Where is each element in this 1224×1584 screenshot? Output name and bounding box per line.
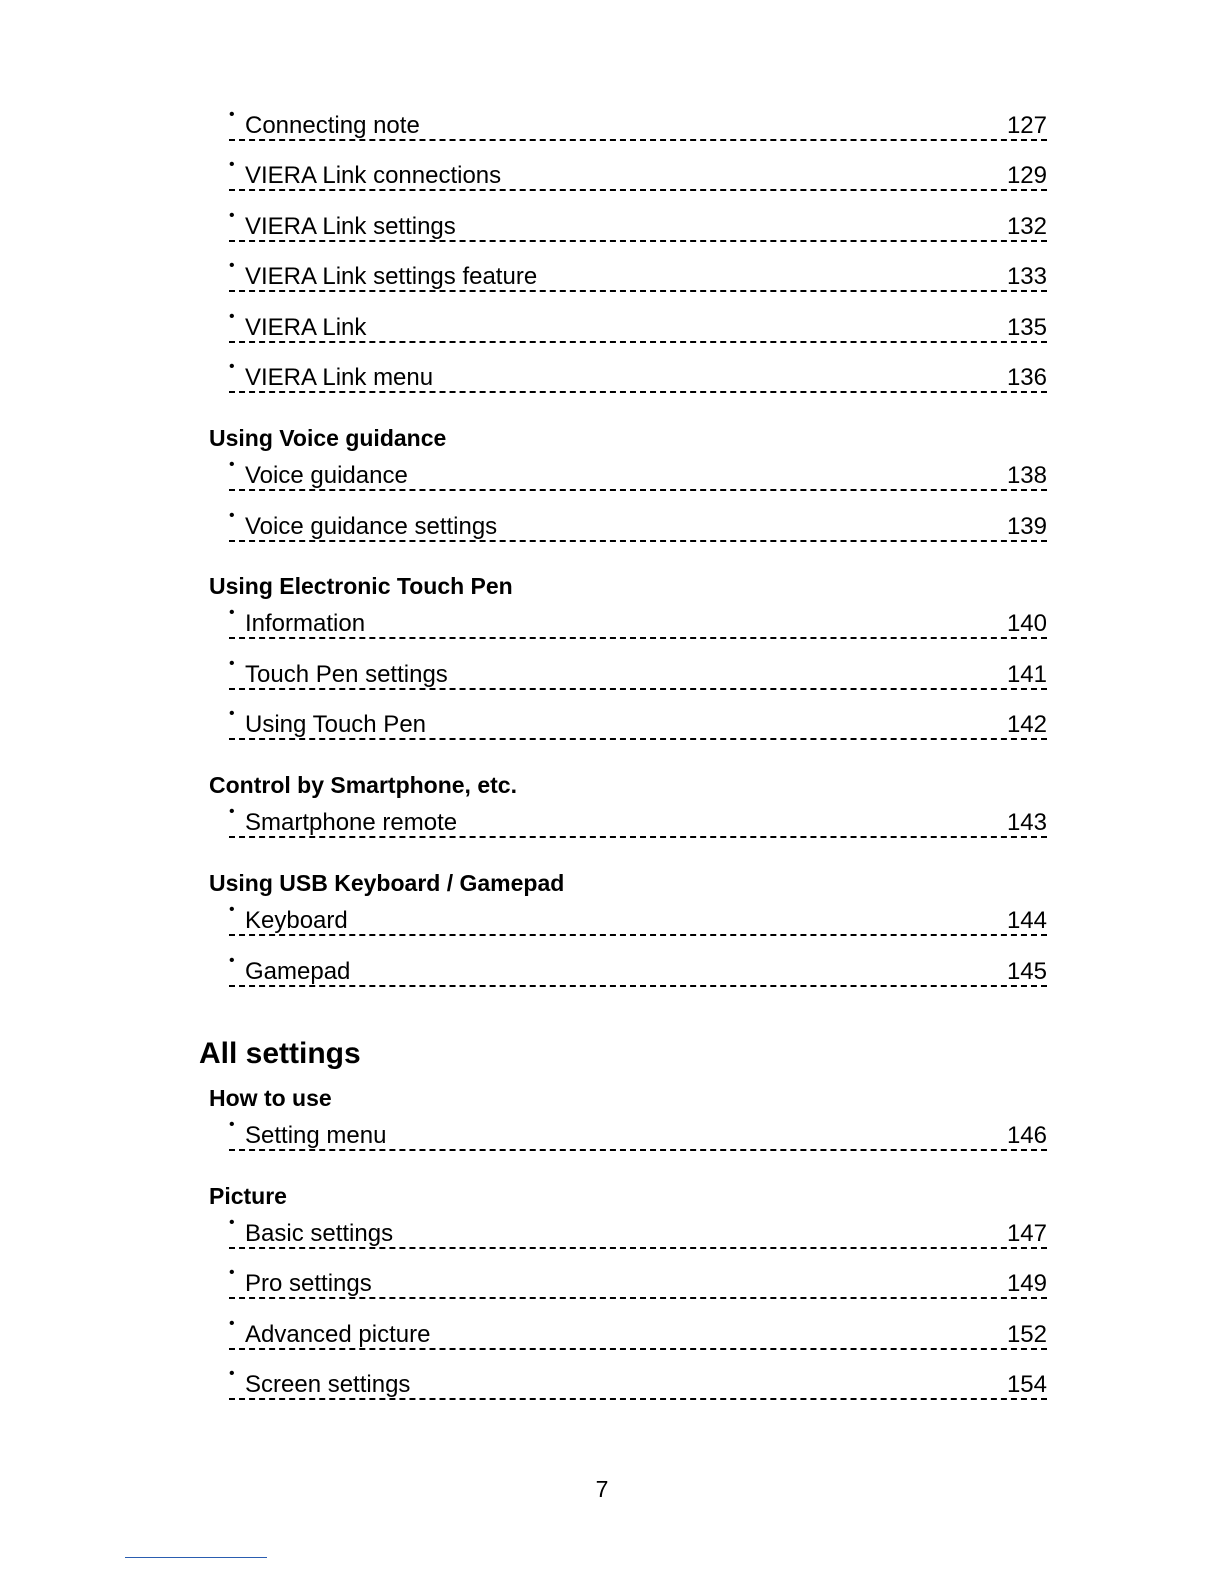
bullet-icon: • xyxy=(229,1214,235,1231)
toc-entry-label: Voice guidance xyxy=(245,462,408,489)
toc-entry[interactable] xyxy=(229,508,1047,542)
toc-entry-label: Gamepad xyxy=(245,958,351,985)
toc-entry-page: 129 xyxy=(1006,162,1047,189)
section-heading: Using USB Keyboard / Gamepad xyxy=(209,870,565,896)
toc-entry-page: 144 xyxy=(1006,907,1047,934)
section-heading: How to use xyxy=(209,1085,332,1111)
toc-entry[interactable] xyxy=(229,804,1047,838)
toc-entry-label: Connecting note xyxy=(245,112,420,139)
bullet-icon: • xyxy=(229,705,235,722)
toc-entry-label: Touch Pen settings xyxy=(245,661,448,688)
bullet-icon: • xyxy=(229,1365,235,1382)
toc-entry[interactable] xyxy=(229,1316,1047,1350)
section-heading: Using Voice guidance xyxy=(209,425,447,451)
toc-entry[interactable] xyxy=(229,656,1047,690)
bullet-icon: • xyxy=(229,901,235,918)
bullet-icon: • xyxy=(229,456,235,473)
toc-entry[interactable] xyxy=(229,1215,1047,1249)
toc-entry-page: 135 xyxy=(1006,314,1047,341)
toc-entry[interactable] xyxy=(229,309,1047,343)
bullet-icon: • xyxy=(229,1116,235,1133)
toc-entry-label: Advanced picture xyxy=(245,1321,431,1348)
toc-entry-page: 139 xyxy=(1006,513,1047,540)
toc-entry[interactable] xyxy=(229,1117,1047,1151)
toc-entry-page: 152 xyxy=(1006,1321,1047,1348)
toc-entry[interactable] xyxy=(229,953,1047,987)
page-number: 7 xyxy=(595,1476,609,1502)
bullet-icon: • xyxy=(229,655,235,672)
toc-entry-label: VIERA Link menu xyxy=(245,364,434,391)
toc-entry-page: 142 xyxy=(1006,711,1047,738)
chapter-heading: All settings xyxy=(199,1037,361,1070)
toc-entry-label: Using Touch Pen xyxy=(245,711,427,738)
toc-entry-label: Basic settings xyxy=(245,1220,394,1247)
toc-entry[interactable] xyxy=(229,605,1047,639)
bullet-icon: • xyxy=(229,358,235,375)
toc-entry-label: Setting menu xyxy=(245,1122,387,1149)
toc-entry-page: 133 xyxy=(1006,263,1047,290)
toc-entry-page: 143 xyxy=(1006,809,1047,836)
toc-entry-page: 138 xyxy=(1006,462,1047,489)
toc-entry-page: 141 xyxy=(1006,661,1047,688)
toc-entry[interactable] xyxy=(229,1366,1047,1400)
toc-entry[interactable] xyxy=(229,457,1047,491)
toc-entry[interactable] xyxy=(229,258,1047,292)
section-heading: Picture xyxy=(209,1183,287,1209)
toc-entry[interactable] xyxy=(229,902,1047,936)
toc-entry-label: VIERA Link connections xyxy=(245,162,502,189)
toc-entry-page: 149 xyxy=(1006,1270,1047,1297)
bullet-icon: • xyxy=(229,1264,235,1281)
toc-entry-label: Information xyxy=(245,610,366,637)
section-heading: Control by Smartphone, etc. xyxy=(209,772,517,798)
bullet-icon: • xyxy=(229,507,235,524)
toc-entry-page: 154 xyxy=(1006,1371,1047,1398)
bullet-icon: • xyxy=(229,952,235,969)
toc-entry-label: VIERA Link settings feature xyxy=(245,263,538,290)
toc-entry-label: VIERA Link xyxy=(245,314,367,341)
bullet-icon: • xyxy=(229,803,235,820)
toc-entry-page: 136 xyxy=(1006,364,1047,391)
toc-entry-label: Keyboard xyxy=(245,907,348,934)
bullet-icon: • xyxy=(229,156,235,173)
toc-entry-page: 140 xyxy=(1006,610,1047,637)
bullet-icon: • xyxy=(229,604,235,621)
toc-entry[interactable] xyxy=(229,1265,1047,1299)
bullet-icon: • xyxy=(229,207,235,224)
section-heading: Using Electronic Touch Pen xyxy=(209,573,513,599)
toc-entry[interactable] xyxy=(229,208,1047,242)
bullet-icon: • xyxy=(229,1315,235,1332)
toc-entry-label: Voice guidance settings xyxy=(245,513,498,540)
toc-entry-page: 132 xyxy=(1006,213,1047,240)
toc-entry-label: Screen settings xyxy=(245,1371,411,1398)
bullet-icon: • xyxy=(229,257,235,274)
toc-entry[interactable] xyxy=(229,107,1047,141)
bullet-icon: • xyxy=(229,106,235,123)
toc-entry-page: 127 xyxy=(1006,112,1047,139)
bullet-icon: • xyxy=(229,308,235,325)
toc-entry-label: Pro settings xyxy=(245,1270,372,1297)
toc-entry-label: VIERA Link settings xyxy=(245,213,456,240)
footer-divider xyxy=(125,1557,267,1558)
toc-entry-page: 147 xyxy=(1006,1220,1047,1247)
toc-entry-page: 145 xyxy=(1006,958,1047,985)
toc-entry[interactable] xyxy=(229,359,1047,393)
toc-entry[interactable] xyxy=(229,157,1047,191)
toc-entry-label: Smartphone remote xyxy=(245,809,458,836)
toc-entry-page: 146 xyxy=(1006,1122,1047,1149)
toc-entry[interactable] xyxy=(229,706,1047,740)
